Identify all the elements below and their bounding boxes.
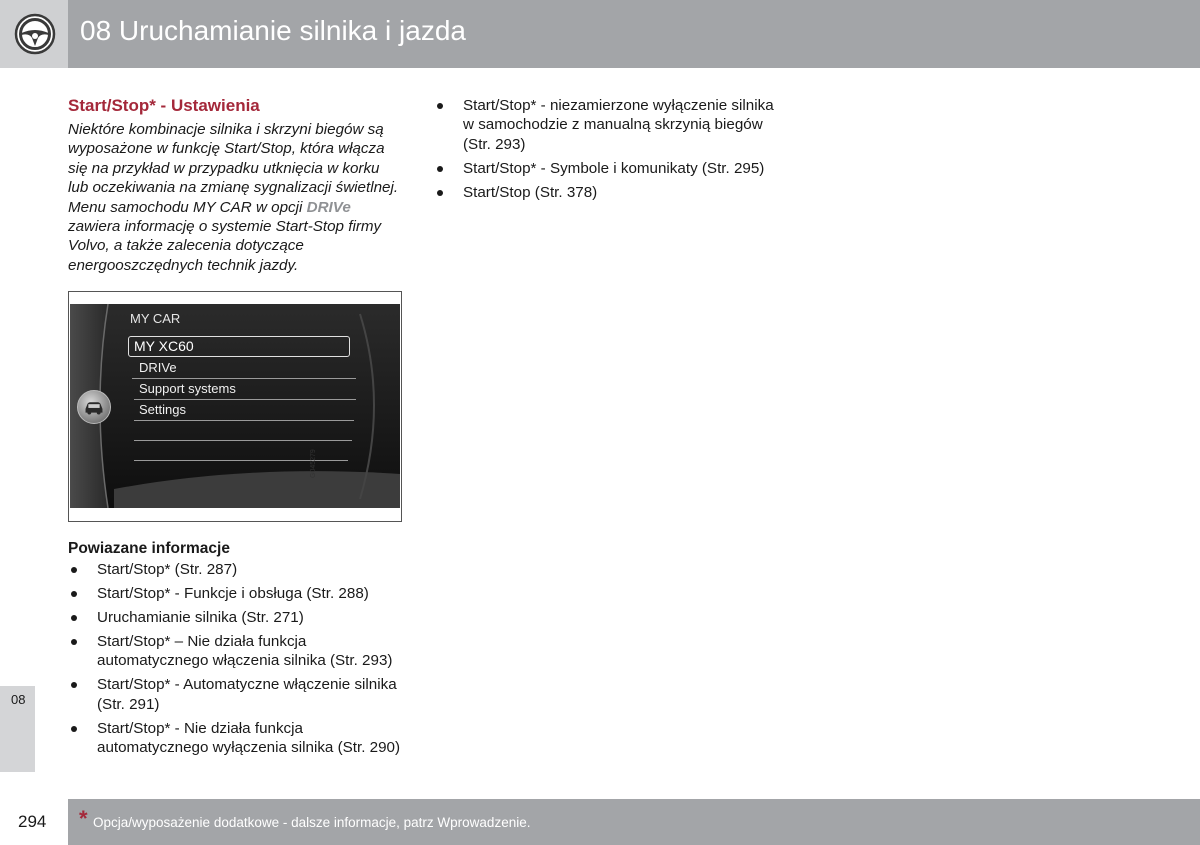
- list-item: Start/Stop* - Symbole i komunikaty (Str. 295): [434, 159, 774, 178]
- screen-menu-title: MY CAR: [130, 311, 181, 326]
- related-info-list-continued: [434, 96, 774, 207]
- my-car-screen: [70, 304, 400, 508]
- list-item: Start/Stop* - Funkcje i obsługa (Str. 288): [68, 584, 403, 603]
- steering-wheel-icon: [14, 13, 56, 55]
- screen-selected-item: MY XC60: [134, 338, 194, 354]
- list-item: Uruchamianie silnika (Str. 271): [68, 608, 403, 627]
- related-info-list: [68, 560, 403, 762]
- page-number: 294: [18, 812, 47, 831]
- screen-menu-item-drive: DRIVe: [139, 360, 177, 375]
- intro-text-after: zawiera informację o systemie Start-Stop firmy Volvo, a także zalecenia dotyczące energooszczędnych technik jazdy.: [68, 218, 382, 274]
- chapter-title: 08 Uruchamianie silnika i jazda: [80, 15, 466, 46]
- intro-highlight-drive: DRIVe: [306, 198, 351, 216]
- intro-paragraph: [68, 120, 403, 275]
- screen-menu-divider: [134, 440, 352, 441]
- intro-text-before: Niektóre kombinacje silnika i skrzyni biegów są wyposażone w funkcję Start/Stop, która włącza się na przykład w przypadku utknięcia w korku lub oczekiwania na zmianę sygnalizacji świetlnej. Menu samochodu MY CAR w opcji: [68, 121, 399, 216]
- car-icon: [77, 390, 111, 424]
- my-car-screen-figure: [68, 291, 402, 522]
- list-item: Start/Stop* – Nie działa funkcja automatycznego włączenia silnika (Str. 293): [68, 632, 403, 671]
- screen-frame-graphic: [70, 304, 400, 508]
- footnote-star: *: [79, 806, 88, 831]
- footnote-text: Opcja/wyposażenie dodatkowe - dalsze informacje, patrz Wprowadzenie.: [93, 815, 531, 830]
- screen-menu-item-settings: Settings: [139, 402, 186, 417]
- screen-menu-divider: [134, 420, 354, 421]
- list-item: Start/Stop* - niezamierzone wyłączenie silnika w samochodzie z manualną skrzynią biegów (Str. 293): [434, 96, 774, 154]
- section-title: Start/Stop* - Ustawienia: [68, 96, 260, 115]
- list-item: Start/Stop* - Nie działa funkcja automatycznego wyłączenia silnika (Str. 290): [68, 719, 403, 758]
- screen-menu-divider: [132, 378, 356, 379]
- header-icon-box: [0, 0, 68, 68]
- list-item: Start/Stop* - Automatyczne włączenie silnika (Str. 291): [68, 675, 403, 714]
- list-item: Start/Stop* (Str. 287): [68, 560, 403, 579]
- figure-code: G045279: [310, 449, 317, 478]
- related-info-title: Powiazane informacje: [68, 540, 230, 557]
- screen-menu-item-support-systems: Support systems: [139, 381, 236, 396]
- screen-menu-divider: [134, 399, 356, 400]
- chapter-side-tab-label: 08: [11, 692, 26, 707]
- list-item: Start/Stop (Str. 378): [434, 183, 774, 202]
